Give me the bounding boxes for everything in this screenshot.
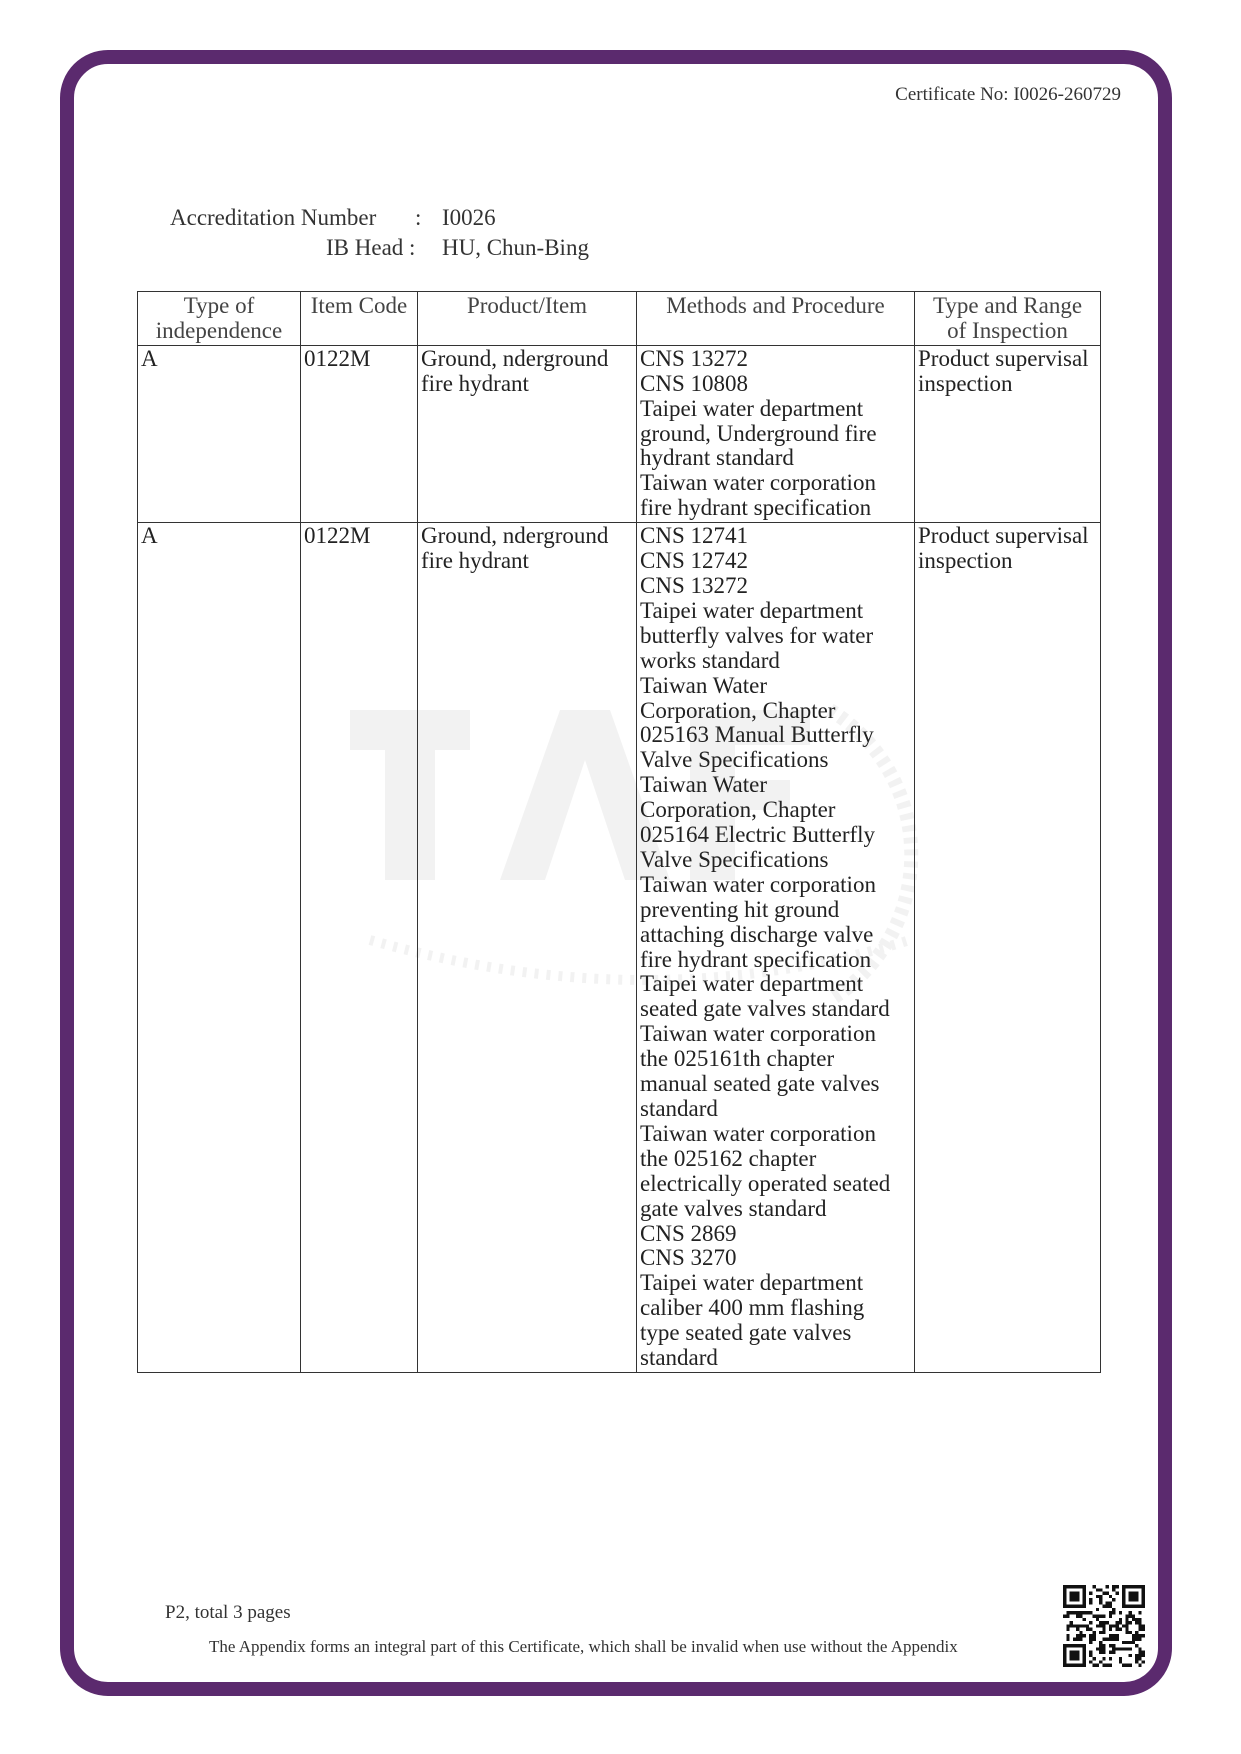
header-item-code [301,292,418,346]
methods-cell [637,345,915,522]
cell-line: Valve Specifications [640,747,829,773]
cell-line: CNS 12741 [640,523,748,549]
appendix-table [137,291,1101,1373]
accreditation-number-label: Accreditation Number [170,205,377,230]
cell-line: butterfly valves for water [640,622,874,648]
cell-line: Corporation, Chapter [640,797,836,823]
type-cell: A [138,345,301,522]
header-line: Methods and Procedure [666,293,885,318]
page-indicator: P2, total 3 pages [165,1602,291,1623]
cell-line: CNS 3270 [640,1245,737,1271]
header-line: Type of [183,293,255,318]
cell-line: Ground, nderground [421,345,609,371]
cell-line: CNS 13272 [640,345,748,371]
type-cell: A [138,523,301,1373]
cell-line: Taiwan water corporation [640,470,876,496]
cell-line: standard [640,1345,718,1371]
header-range [915,292,1101,346]
cell-line: works standard [640,647,780,673]
range-cell [915,345,1101,522]
cell-line: Valve Specifications [640,846,829,872]
cell-line: fire hydrant [421,370,529,396]
header-line: Item Code [310,293,408,318]
cell-line: Product supervisal [918,523,1089,549]
cell-line: Taipei water department [640,395,864,421]
item-code-cell: 0122M [301,345,418,522]
header-type [138,292,301,346]
cell-line: CNS 13272 [640,572,748,598]
cell-line: Taiwan Water [640,672,768,698]
cell-line: 025164 Electric Butterfly [640,822,876,848]
product-cell [418,345,637,522]
cell-line: Ground, nderground [421,523,609,549]
ib-head-label: IB Head : [326,235,416,260]
accreditation-number-value: I0026 [442,205,496,230]
cell-line: Taiwan water corporation [640,1120,876,1146]
cell-line: electrically operated seated [640,1170,891,1196]
range-cell [915,523,1101,1373]
header-methods [637,292,915,346]
header-line: Product/Item [466,293,588,318]
cell-line: 025163 Manual Butterfly [640,722,874,748]
cell-line: standard [640,1096,718,1121]
accreditation-separator: : [415,205,422,230]
cell-line: CNS 2869 [640,1220,737,1246]
header-line: of Inspection [947,317,1068,343]
product-cell [418,523,637,1373]
cell-line: Taipei water department [640,1270,864,1296]
cell-line: Product supervisal [918,345,1089,371]
header-line: independence [155,317,283,343]
cell-line: hydrant standard [640,445,794,471]
cell-line: Taipei water department [640,971,864,997]
cell-line: CNS 12742 [640,548,748,574]
cell-line: ground, Underground fire [640,420,877,446]
header-line: Type and Range [932,293,1083,318]
cell-line: inspection [918,548,1013,574]
header-product [418,292,637,346]
cell-line: type seated gate valves [640,1320,852,1346]
cell-line: the 025161th chapter [640,1046,835,1072]
cell-line: Taiwan Water [640,772,768,798]
certificate-number: Certificate No: I0026-260729 [895,84,1121,105]
methods-cell [637,523,915,1373]
appendix-note: The Appendix forms an integral part of this Certificate, which shall be invalid when use without the Appendix [209,1637,958,1656]
cell-line: Taiwan water corporation [640,871,876,897]
cell-line: fire hydrant [421,548,529,574]
cell-line: preventing hit ground [640,896,840,922]
qr-code-icon [1063,1585,1145,1667]
cell-line: seated gate valves standard [640,996,890,1022]
cell-line: Taiwan water corporation [640,1021,876,1047]
cell-line: the 025162 chapter [640,1145,817,1171]
cell-line: manual seated gate valves [640,1071,880,1097]
cell-line: fire hydrant specification [640,946,872,972]
cell-line: CNS 10808 [640,370,748,396]
cell-line: gate valves standard [640,1195,827,1221]
cell-line: Corporation, Chapter [640,697,836,723]
cell-line: inspection [918,370,1013,396]
table-row [138,523,1101,1373]
ib-head-value: HU, Chun-Bing [442,235,589,260]
table-header-row [138,292,1101,346]
item-code-cell: 0122M [301,523,418,1373]
cell-line: attaching discharge valve [640,921,874,947]
table-row [138,345,1101,522]
cell-line: fire hydrant specification [640,495,872,521]
cell-line: Taipei water department [640,597,864,623]
cell-line: caliber 400 mm flashing [640,1295,865,1321]
